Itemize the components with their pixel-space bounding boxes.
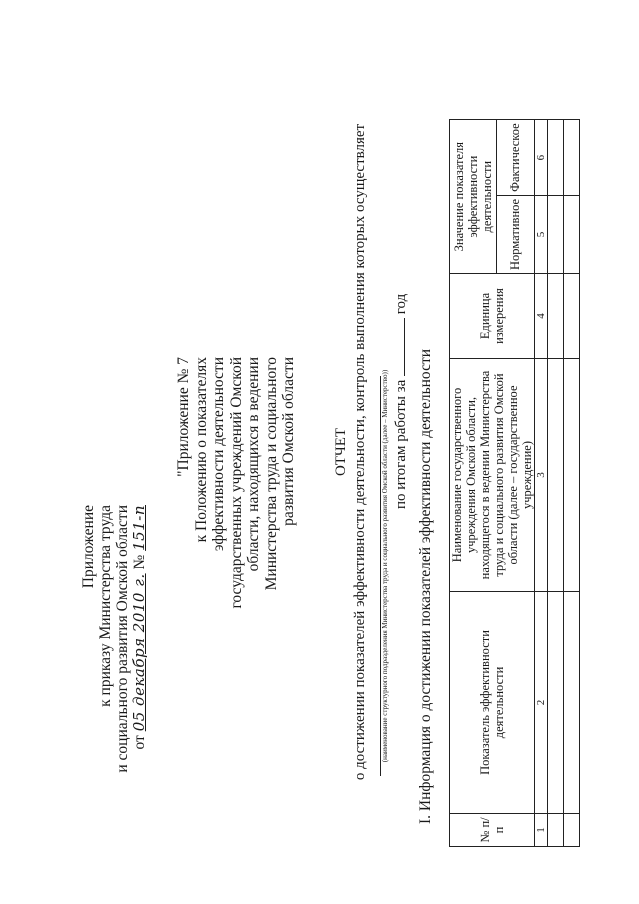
section-1-title: I. Информация о достижении показателей эффективности деятельности	[417, 348, 434, 824]
appendix-7-line: эффективности деятельности	[210, 357, 227, 552]
ministry-line: и социального развития Омской области	[114, 505, 131, 773]
table-cell[interactable]	[548, 359, 564, 592]
report-subtitle: о достижении показателей эффективности деятельности, контроль выполнения которых осуществляет	[352, 123, 368, 781]
table-row	[548, 120, 564, 847]
column-number: 4	[535, 274, 548, 359]
header-number: № п/п	[450, 814, 535, 847]
table-cell[interactable]	[548, 814, 564, 847]
table-cell[interactable]	[564, 359, 580, 592]
header-indicator: Показатель эффективности деятельности	[450, 592, 535, 814]
handwritten-date: 05 декабря 2010 г.	[130, 573, 148, 732]
period-prefix: по итогам работы за	[393, 379, 409, 509]
column-number: 6	[535, 120, 548, 196]
report-title: ОТЧЕТ	[333, 427, 349, 477]
appendix-7-line: области, находящихся в ведении	[245, 357, 262, 572]
header-actual: Фактическое	[496, 120, 534, 196]
table-cell[interactable]	[548, 120, 564, 196]
column-number: 1	[535, 814, 548, 847]
report-period	[391, 294, 410, 509]
header-unit: Единица измерения	[450, 274, 535, 359]
table-cell[interactable]	[548, 274, 564, 359]
order-date-number	[131, 505, 148, 835]
indicators-table	[449, 119, 580, 847]
table-cell[interactable]	[548, 195, 564, 273]
table-cell[interactable]	[564, 592, 580, 814]
appendix-label: Приложение	[80, 505, 97, 589]
number-prefix: №	[131, 554, 148, 570]
date-prefix: от	[131, 735, 148, 750]
column-number: 2	[535, 592, 548, 814]
table-row	[564, 120, 580, 847]
table-cell[interactable]	[564, 120, 580, 196]
column-number: 3	[535, 359, 548, 592]
table-header-row	[450, 120, 497, 847]
handwritten-number: 151-п	[130, 505, 148, 551]
appendix-7-line: государственных учреждений Омской	[227, 357, 245, 609]
column-number-row	[535, 120, 548, 847]
appendix-7-line: к Положению о показателях	[192, 357, 210, 543]
period-suffix: год	[393, 293, 409, 315]
table-cell[interactable]	[564, 195, 580, 273]
period-year-blank	[391, 318, 405, 376]
appendix-7-line: "Приложение № 7	[175, 357, 192, 477]
appendix-7-line: Министерства труда и социального	[262, 357, 280, 591]
header-normative: Нормативное	[496, 195, 534, 273]
appendix-7-block	[175, 357, 298, 687]
column-number: 5	[535, 195, 548, 273]
appendix-7-line: развития Омской области	[280, 357, 297, 526]
order-appendix-header	[80, 505, 148, 835]
subdivision-name-note: (наименование структурного подразделения Министерства труда и социального развития Омской области (далее – Министерство))	[381, 369, 389, 763]
table-cell[interactable]	[564, 274, 580, 359]
table-cell[interactable]	[564, 814, 580, 847]
header-value: Значение показателя эффективности деятельности	[450, 120, 497, 274]
table-cell[interactable]	[548, 592, 564, 814]
order-line: к приказу Министерства труда	[97, 505, 114, 707]
header-institution: Наименование государственного учреждения Омской области, находящегося в ведении Министерства труда и социального развития Омской области (далее – государственное учреждение)	[450, 359, 535, 592]
